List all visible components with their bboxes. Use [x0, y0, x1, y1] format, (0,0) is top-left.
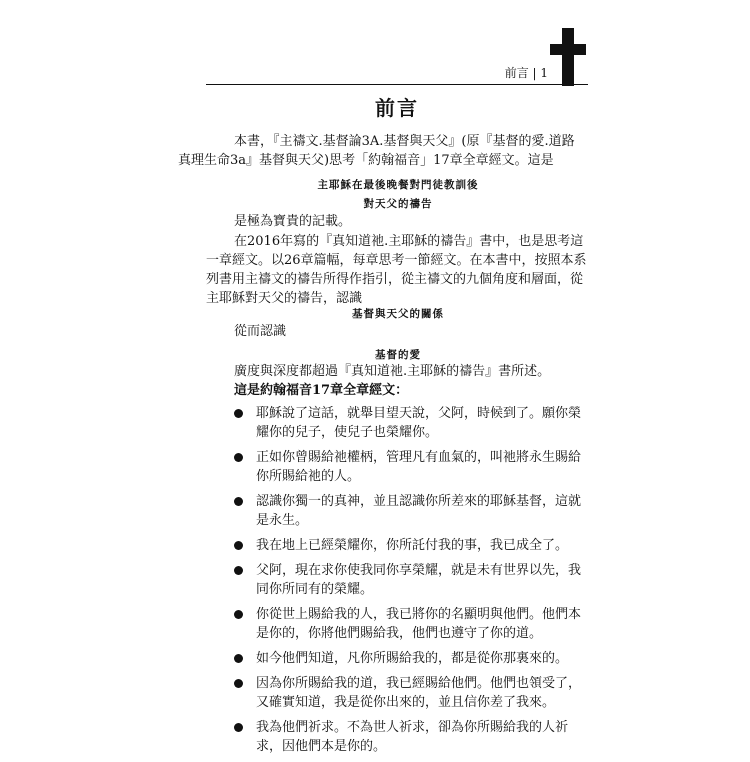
paragraph-breadth: 廣度與深度都超過『真知道祂.主耶穌的禱告』書所述。: [234, 364, 551, 379]
list-item: 我為他們祈求。不為世人祈求，卻為你所賜給我的人祈求，因他們本是你的。: [232, 718, 592, 756]
intro-line-1: 本書，『主禱文.基督論3A.基督與天父』(原『基督的愛.道路: [234, 134, 575, 149]
list-item: 我在地上已經榮耀你，你所託付我的事，我已成全了。: [232, 536, 592, 555]
heading-love-of-christ: 基督的愛: [375, 349, 421, 361]
list-item: 認識你獨一的真神，並且認識你所差來的耶穌基督，這就是永生。: [232, 492, 592, 530]
scripture-heading: 這是約翰福音17章全章經文：: [234, 383, 409, 398]
list-item: 因為你所賜給我的道，我已經賜給他們。他們也領受了，又確實知道，我是從你出來的，並且信你差了我來。: [232, 674, 592, 712]
list-item: 耶穌說了這話，就舉目望天說，父阿，時候到了。願你榮耀你的兒子，使兒子也榮耀你。: [232, 404, 592, 442]
header-rule: [206, 84, 588, 85]
paragraph-then: 從而認識: [234, 324, 287, 339]
list-item: 正如你曾賜給祂權柄，管理凡有血氣的，叫祂將永生賜給你所賜給祂的人。: [232, 448, 592, 486]
paragraph-precious: 是極為寶貴的記載。: [234, 214, 352, 229]
heading-last-supper: 主耶穌在最後晚餐對門徒教訓後: [317, 179, 479, 191]
intro-line-2: 真理生命3a』基督與天父)思考「約翰福音」17章全章經文。這是: [178, 153, 554, 168]
cross-icon: [550, 28, 586, 86]
list-item: 如今他們知道，凡你所賜給我的，都是從你那裏來的。: [232, 649, 592, 668]
verse-list: [232, 404, 592, 762]
paragraph-2016: 在2016年寫的『真知道祂.主耶穌的禱告』書中，也是思考這一章經文。以26章篇幅，每章思考一節經文。在本書中，按照本系列書用主禱文的禱告所得作指引，從主禱文的九個角度和層面，從主耶穌對天父的禱告，認識: [206, 234, 587, 306]
heading-prayer: 對天父的禱告: [363, 198, 433, 210]
page-title: 前言: [375, 96, 419, 120]
running-header: 前言 | 1: [504, 66, 548, 80]
list-item: 父阿，現在求你使我同你享榮耀，就是未有世界以先，我同你所同有的榮耀。: [232, 561, 592, 599]
intro-paragraph: [178, 132, 590, 170]
heading-christ-father: 基督與天父的關係: [352, 308, 444, 320]
list-item: 你從世上賜給我的人，我已將你的名顯明與他們。他們本是你的，你將他們賜給我，他們也遵守了你的道。: [232, 605, 592, 643]
